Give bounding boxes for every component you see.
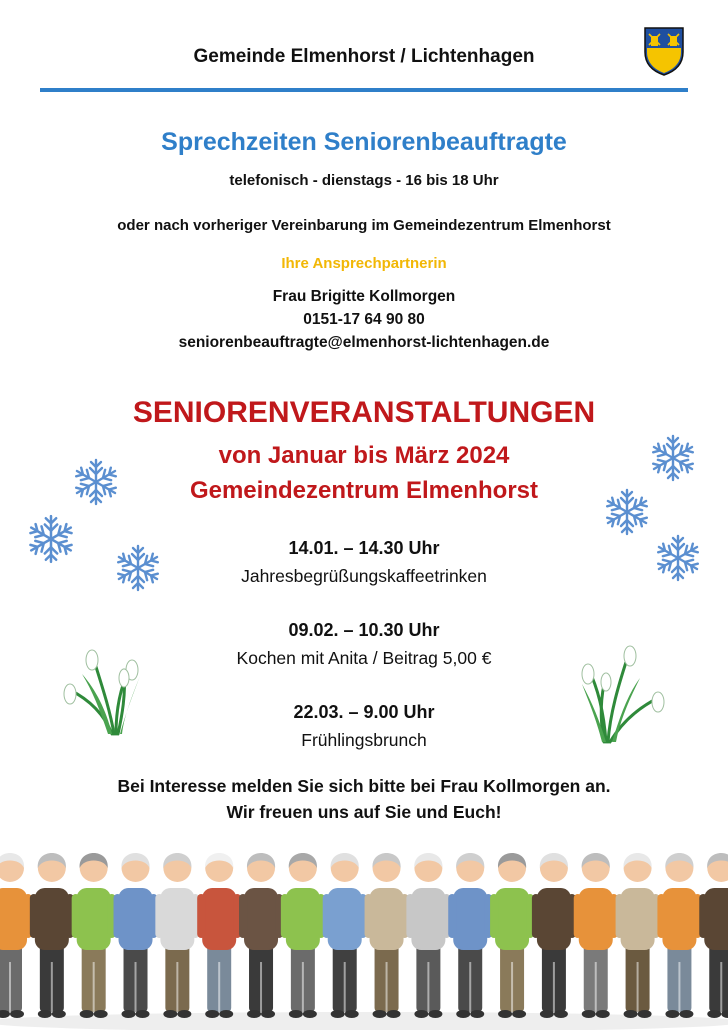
contact-phone: 0151-17 64 90 80 <box>303 311 425 328</box>
senior-person <box>532 853 576 1018</box>
event-description: Jahresbegrüßungskaffeetrinken <box>241 566 487 586</box>
events-title: SENIORENVERANSTALTUNGEN <box>132 396 596 429</box>
senior-person <box>574 853 618 1018</box>
closing-line-1: Bei Interesse melden Sie sich bitte bei Frau Kollmorgen an. <box>117 776 611 796</box>
senior-person <box>657 853 701 1018</box>
senior-person <box>72 853 116 1018</box>
snowdrop-flower-icon <box>52 630 144 738</box>
event-description: Frühlingsbrunch <box>301 730 427 750</box>
senior-person <box>699 853 728 1018</box>
header-divider <box>40 88 688 92</box>
contact-name: Frau Brigitte Kollmorgen <box>272 288 456 305</box>
closing-line-2: Wir freuen uns auf Sie und Euch! <box>226 802 502 822</box>
contact-email: seniorenbeauftragte@elmenhorst-lichtenhagen.de <box>178 334 550 351</box>
senior-person <box>155 853 199 1018</box>
senior-person <box>323 853 367 1018</box>
events-location: Gemeindezentrum Elmenhorst <box>189 477 539 504</box>
snowflake-icon <box>647 432 699 484</box>
senior-person <box>406 853 450 1018</box>
event-date: 22.03. – 9.00 Uhr <box>293 702 435 722</box>
snowflake-icon <box>24 512 78 566</box>
senior-person <box>616 853 660 1018</box>
event-date: 14.01. – 14.30 Uhr <box>288 538 440 558</box>
contact-label: Ihre Ansprechpartnerin <box>281 255 447 272</box>
event-description: Kochen mit Anita / Beitrag 5,00 € <box>236 648 492 668</box>
snowflake-icon <box>652 532 704 584</box>
office-hours-heading: Sprechzeiten Seniorenbeauftragte <box>161 128 567 156</box>
senior-person <box>448 853 492 1018</box>
phone-times: telefonisch - dienstags - 16 bis 18 Uhr <box>229 172 499 189</box>
senior-person <box>281 853 325 1018</box>
event-date: 09.02. – 10.30 Uhr <box>288 620 440 640</box>
senior-person <box>0 853 32 1018</box>
snowflake-icon <box>70 456 122 508</box>
page-header-title: Gemeinde Elmenhorst / Lichtenhagen <box>193 46 535 67</box>
senior-person <box>197 853 241 1018</box>
snowflake-icon <box>112 542 164 594</box>
senior-person <box>114 853 158 1018</box>
senior-person <box>365 853 409 1018</box>
snowflake-icon <box>601 486 653 538</box>
senior-group-illustration <box>0 832 728 1030</box>
appointment-note: oder nach vorheriger Vereinbarung im Gemeindezentrum Elmenhorst <box>117 217 611 234</box>
events-period: von Januar bis März 2024 <box>218 442 510 469</box>
senior-person <box>490 853 534 1018</box>
coat-of-arms-icon <box>643 26 685 76</box>
senior-person <box>30 853 74 1018</box>
senior-person <box>239 853 283 1018</box>
snowdrop-flower-icon <box>578 628 670 746</box>
